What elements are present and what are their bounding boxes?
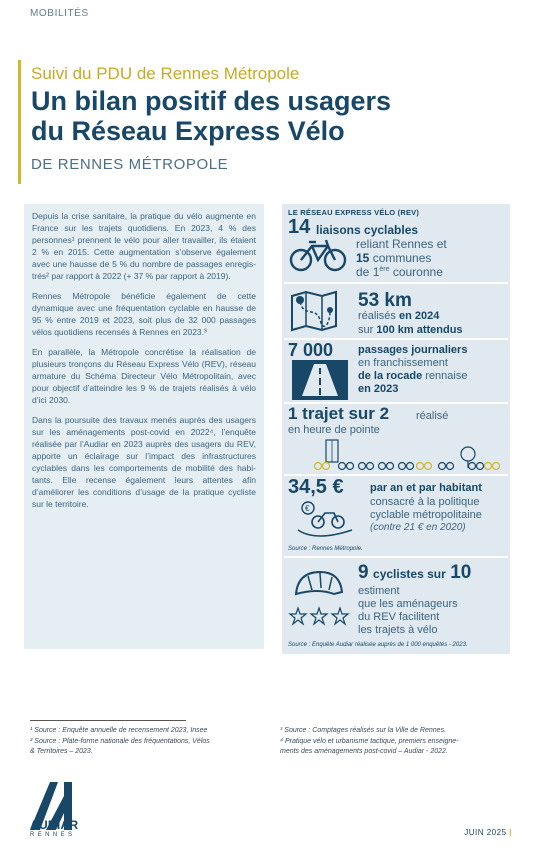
links-line4 [356, 265, 443, 279]
passages-line4: en 2023 [358, 383, 399, 395]
spend-value: 34,5 € [288, 476, 344, 498]
hand-coin-bike-icon [296, 500, 356, 540]
footnote-4b: ments des aménagements post-covid – Audiar - 2022. [280, 748, 448, 755]
passages-line2: en franchissement [358, 357, 448, 369]
title-block [18, 60, 508, 184]
paragraph: En parallèle, la Métropole concrétise la réalisation de plusieurs tronçons du Réseau Express Vélo (REV), réseau armature du Schéma Directeur Vélo Métropolitain, avec pour objectif d’atteindre les 9 % de trajets réalisés à vélo d’ici 2030. [32, 347, 256, 405]
paragraph: Depuis la crise sanitaire, la pratique du vélo augmente en France sur les trajets quotidiens. En 2023, 4 % des personnes¹ prennent le vélo pour aller travailler, ils étaient 2 % en 2015. Cette augmentation s’observe également avec une hausse de 5 % du nombre de passages enregistrés² par rapport à 2022 (+ 37 % par rapport à 2019). [32, 211, 256, 281]
km-line1-pre: réalisés [358, 310, 399, 322]
ordinal-sup: ère [379, 266, 390, 273]
footnote-4a: ⁴ Pratique vélo et urbanisme tactique, premiers enseigne- [280, 738, 459, 745]
footnote-rule [30, 720, 186, 721]
divider [284, 282, 508, 284]
rush-suffix: réalisé [416, 410, 449, 422]
links-line3 [356, 251, 431, 265]
survey-line5: les trajets à vélo [358, 624, 438, 636]
paragraph: Rennes Métropole bénéficie également de cette dynamique avec une fréquentation cyclable en hausse de 95 % entre 2019 et 2023, soit plus de 32 000 passages vélos quotidiens recensés à Rennes en 2023.³ [32, 291, 256, 337]
bike-crowd-icon [312, 438, 508, 472]
page-title [31, 86, 508, 146]
kicker: Suivi du PDU de Rennes Métropole [31, 64, 300, 83]
survey-label-mid: cyclistes sur [373, 567, 446, 581]
links-line2: reliant Rennes et [356, 237, 447, 251]
publication-date [464, 828, 512, 837]
links-label: liaisons cyclables [316, 223, 419, 237]
helmet-stars-icon [288, 564, 350, 626]
divider [284, 556, 508, 558]
survey-source: Source : Enquête Audiar réalisée auprès de 1 000 enquêtés - 2023. [288, 642, 468, 648]
passages-value: 7 000 [288, 340, 334, 360]
rush-line2: en heure de pointe [288, 424, 380, 436]
footnote-2b: & Territoires – 2023. [30, 748, 93, 755]
spend-label: par an et par habitant [370, 482, 482, 494]
km-line1 [358, 310, 439, 322]
paragraph: Dans la poursuite des travaux menés auprès des usagers sur les aménagements post-covid en 2022⁴, l’enquête réalisée par l’Audiar en 2023 auprès des usagers du REV, apporte un éclairage sur l’impact des infrastructures cyclables dans les comportements de mobilité des habitants. Elle recense également leurs attentes afin d’améliorer les conditions d’usage de la pratique cycliste sur le territoire. [32, 415, 256, 509]
survey-headline [358, 562, 471, 584]
ordinal: 1 [372, 265, 380, 279]
spend-line4: (contre 21 € en 2020) [370, 522, 466, 533]
logo-subtitle: RENNES [30, 832, 76, 838]
passages-line3-bold: de la rocade [358, 370, 423, 382]
page-title-line-2: du Réseau Express Vélo [31, 116, 345, 146]
survey-line4: du REV facilitent [358, 611, 440, 623]
km-line1-bold: en 2024 [398, 310, 440, 322]
km-line2-bold: 100 km attendus [376, 324, 463, 336]
svg-text:€: € [305, 504, 310, 513]
page-title-line-1: Un bilan positif des usagers [31, 86, 392, 116]
survey-line3: que les aménageurs [358, 598, 458, 610]
date-text: JUIN 2025 [464, 828, 507, 837]
section-label: MOBILITÉS [30, 8, 89, 19]
survey-value: 9 [358, 562, 369, 583]
links-line4-post: couronne [389, 265, 443, 279]
rev-infographic [282, 204, 510, 654]
date-bar: | [509, 828, 512, 837]
links-value: 14 [288, 216, 311, 238]
spend-source: Source : Rennes Métropole. [288, 546, 363, 552]
highway-icon [292, 360, 348, 400]
communes-label: communes [372, 251, 432, 265]
subhead: DE RENNES MÉTROPOLE [31, 156, 229, 173]
body-text-panel [24, 204, 264, 649]
survey-line2: estiment [358, 585, 400, 597]
footnote-1: ¹ Source : Enquête annuelle de recensement 2023, Insee [30, 727, 208, 734]
passages-label: passages journaliers [358, 344, 468, 356]
links-line4-pre: de [356, 265, 373, 279]
footnote-3: ³ Source : Comptages réalisés sur la Ville de Rennes. [280, 727, 447, 734]
route-map-icon [290, 288, 340, 332]
passages-line3 [358, 370, 467, 382]
km-value: 53 km [358, 290, 412, 311]
rush-value: 1 trajet sur 2 [288, 404, 390, 423]
spend-line2: consacré à la politique [370, 496, 480, 508]
km-line2-pre: sur [358, 324, 377, 336]
passages-line3-post: rennaise [422, 370, 468, 382]
footnote-2a: ² Source : Plate-forme nationale des fréquentations, Vélos [30, 738, 210, 745]
bicycle-icon [288, 238, 348, 272]
survey-value2: 10 [450, 562, 472, 583]
logo-wordmark: AUDIAR [30, 818, 79, 832]
communes-count: 15 [356, 251, 370, 265]
km-line2 [358, 324, 463, 336]
infographic-title: LE RÉSEAU EXPRESS VÉLO (REV) [288, 208, 420, 217]
spend-line3: cyclable métropolitaine [370, 509, 482, 521]
